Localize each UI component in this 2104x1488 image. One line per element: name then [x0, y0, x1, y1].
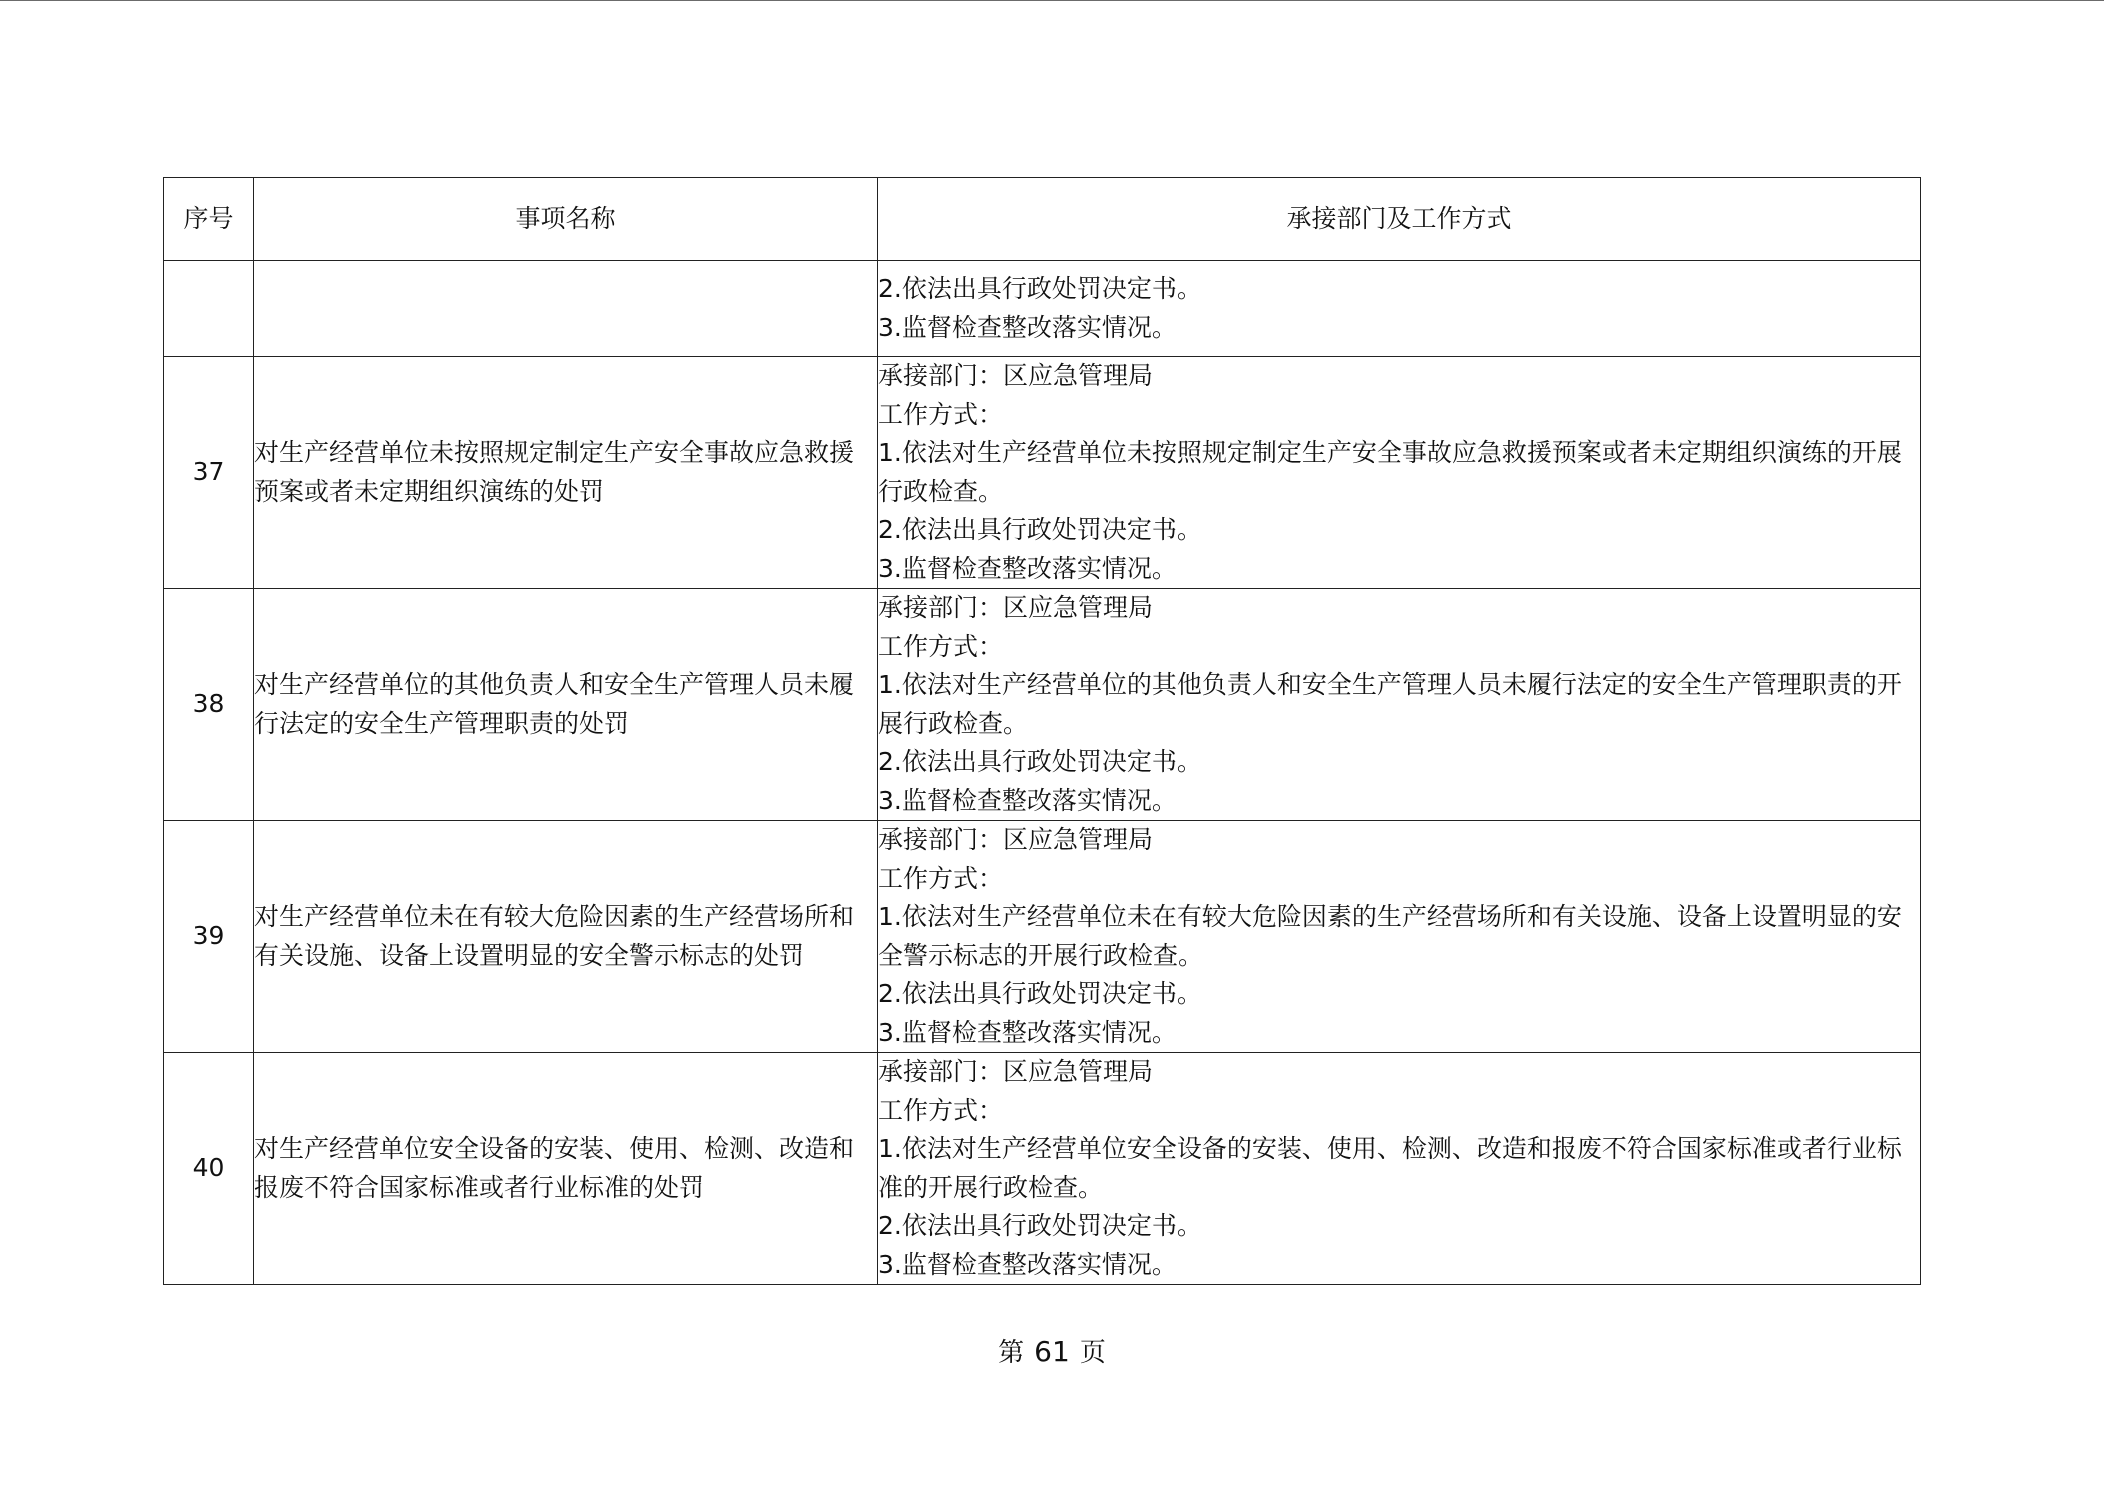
step-line: 2.依法出具行政处罚决定书。	[878, 747, 1202, 776]
step-line: 2.依法出具行政处罚决定书。	[878, 515, 1202, 544]
page-top-rule	[0, 0, 2104, 1]
page-footer	[0, 1332, 2104, 1369]
step-line: 1.依法对生产经营单位的其他负责人和安全生产管理人员未履行法定的安全生产管理职责的开展行政检查。	[878, 670, 1902, 738]
table-row	[164, 357, 1921, 589]
step-line: 1.依法对生产经营单位安全设备的安装、使用、检测、改造和报废不符合国家标准或者行业标准的开展行政检查。	[878, 1134, 1902, 1202]
table-row	[164, 589, 1921, 821]
cell-item-name	[254, 261, 878, 357]
step-line: 1.依法对生产经营单位未按照规定制定生产安全事故应急救援预案或者未定期组织演练的开展行政检查。	[878, 438, 1902, 506]
cell-item-name: 对生产经营单位未按照规定制定生产安全事故应急救援预案或者未定期组织演练的处罚	[254, 357, 878, 589]
cell-dept-method	[878, 357, 1921, 589]
header-seq: 序号	[164, 178, 254, 261]
header-item-name: 事项名称	[254, 178, 878, 261]
cell-item-name: 对生产经营单位的其他负责人和安全生产管理人员未履行法定的安全生产管理职责的处罚	[254, 589, 878, 821]
table-row-continuation	[164, 261, 1921, 357]
dept-label: 承接部门：区应急管理局	[878, 1057, 1154, 1086]
method-label: 工作方式：	[878, 399, 1004, 429]
header-dept-method: 承接部门及工作方式	[878, 178, 1921, 261]
step-line: 2.依法出具行政处罚决定书。	[878, 1211, 1202, 1240]
cell-seq	[164, 261, 254, 357]
step-line: 3.监督检查整改落实情况。	[878, 553, 1177, 583]
step-line: 3.监督检查整改落实情况。	[878, 312, 1177, 342]
cell-dept-method	[878, 589, 1921, 821]
step-line: 3.监督检查整改落实情况。	[878, 785, 1177, 815]
step-line: 2.依法出具行政处罚决定书。	[878, 979, 1202, 1008]
items-table	[163, 177, 1921, 1285]
step-line: 3.监督检查整改落实情况。	[878, 1249, 1177, 1279]
table-row	[164, 821, 1921, 1053]
cell-dept-method	[878, 1053, 1921, 1285]
page-number-prefix: 第	[998, 1338, 1025, 1368]
page-number-suffix: 页	[1079, 1338, 1106, 1368]
cell-seq: 38	[164, 589, 254, 821]
method-label: 工作方式：	[878, 631, 1004, 661]
dept-label: 承接部门：区应急管理局	[878, 361, 1154, 390]
table-row	[164, 1053, 1921, 1285]
step-line: 1.依法对生产经营单位未在有较大危险因素的生产经营场所和有关设施、设备上设置明显的安全警示标志的开展行政检查。	[878, 902, 1902, 970]
table-header-row	[164, 178, 1921, 261]
method-label: 工作方式：	[878, 863, 1004, 893]
cell-item-name: 对生产经营单位安全设备的安装、使用、检测、改造和报废不符合国家标准或者行业标准的处罚	[254, 1053, 878, 1285]
cell-seq: 37	[164, 357, 254, 589]
cell-seq: 39	[164, 821, 254, 1053]
cell-dept-method	[878, 261, 1921, 357]
page-number: 61	[1034, 1335, 1070, 1368]
step-line: 3.监督检查整改落实情况。	[878, 1017, 1177, 1047]
cell-seq: 40	[164, 1053, 254, 1285]
dept-label: 承接部门：区应急管理局	[878, 593, 1154, 622]
cell-item-name: 对生产经营单位未在有较大危险因素的生产经营场所和有关设施、设备上设置明显的安全警示标志的处罚	[254, 821, 878, 1053]
step-line: 2.依法出具行政处罚决定书。	[878, 274, 1202, 303]
cell-dept-method	[878, 821, 1921, 1053]
method-label: 工作方式：	[878, 1095, 1004, 1125]
dept-label: 承接部门：区应急管理局	[878, 825, 1154, 854]
